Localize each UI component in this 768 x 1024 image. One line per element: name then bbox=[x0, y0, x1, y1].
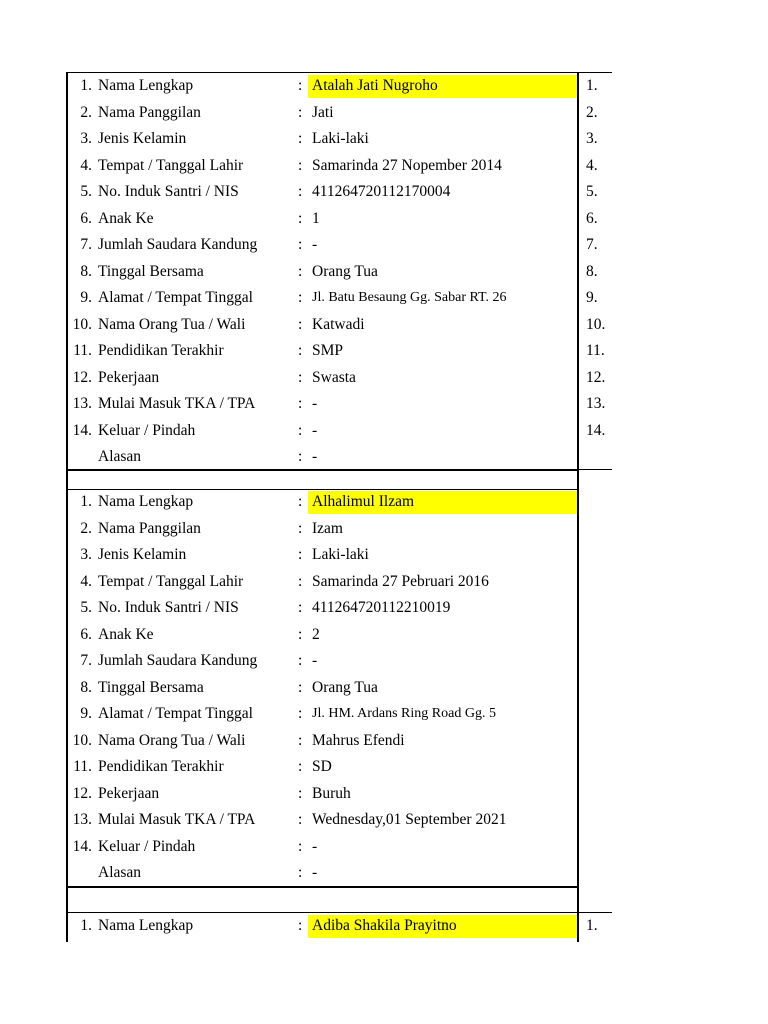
field-label: Nama Lengkap bbox=[98, 493, 194, 510]
field-number: 7. bbox=[80, 236, 92, 253]
right-column-number: 8. bbox=[586, 262, 598, 280]
field-number: 6. bbox=[80, 209, 92, 227]
field-value: 411264720112170004 bbox=[312, 183, 451, 200]
field-value: Jl. HM. Ardans Ring Road Gg. 5 bbox=[312, 706, 496, 721]
field-label: Pekerjaan bbox=[98, 368, 160, 386]
right-column-number: 5. bbox=[586, 183, 598, 200]
field-row bbox=[68, 834, 578, 861]
field-value: - bbox=[312, 652, 318, 669]
field-row bbox=[68, 126, 578, 153]
field-label: Jenis Kelamin bbox=[98, 546, 187, 563]
right-column-number: 3. bbox=[586, 130, 598, 147]
field-value: - bbox=[312, 236, 318, 253]
field-number: 9. bbox=[80, 705, 92, 722]
field-label: Alamat / Tempat Tinggal bbox=[98, 289, 253, 306]
field-value: 2 bbox=[312, 625, 320, 643]
field-number: 11. bbox=[73, 758, 92, 775]
field-value: Atalah Jati Nugroho bbox=[312, 77, 438, 94]
right-divider-1 bbox=[579, 469, 612, 470]
field-label: Alamat / Tempat Tinggal bbox=[98, 705, 253, 722]
field-number: 4. bbox=[80, 156, 92, 174]
right-column-number: 9. bbox=[586, 289, 598, 306]
field-colon: : bbox=[298, 784, 303, 802]
field-value: Orang Tua bbox=[312, 678, 378, 696]
field-row bbox=[68, 179, 578, 206]
field-number: 2. bbox=[80, 519, 92, 537]
field-colon: : bbox=[298, 652, 303, 669]
right-column-number: 10. bbox=[586, 315, 606, 333]
field-number: 10. bbox=[72, 315, 92, 333]
field-label: Jenis Kelamin bbox=[98, 130, 187, 147]
field-number: 13. bbox=[72, 811, 92, 828]
field-colon: : bbox=[298, 811, 303, 828]
field-colon: : bbox=[298, 519, 303, 537]
field-colon: : bbox=[298, 130, 303, 147]
field-number: 10. bbox=[72, 731, 92, 749]
field-row bbox=[68, 622, 578, 649]
right-column-number: 11. bbox=[586, 342, 605, 359]
field-label: Pendidikan Terakhir bbox=[98, 758, 224, 775]
field-value: - bbox=[312, 448, 318, 465]
field-label: Nama Orang Tua / Wali bbox=[98, 315, 246, 333]
field-colon: : bbox=[298, 315, 303, 333]
field-value: Izam bbox=[312, 519, 343, 537]
field-number: 11. bbox=[73, 342, 92, 359]
field-value: Wednesday,01 September 2021 bbox=[312, 811, 507, 828]
field-value: 411264720112210019 bbox=[312, 599, 451, 616]
field-number: 14. bbox=[72, 421, 92, 439]
field-value: SMP bbox=[312, 342, 344, 359]
right-column-number: 13. bbox=[586, 395, 606, 412]
field-label: Tinggal Bersama bbox=[98, 678, 204, 696]
field-label: Nama Lengkap bbox=[98, 917, 194, 934]
field-number: 1. bbox=[80, 77, 92, 94]
field-row bbox=[68, 516, 578, 543]
field-colon: : bbox=[298, 342, 303, 359]
field-value: - bbox=[312, 837, 318, 855]
field-value: Orang Tua bbox=[312, 262, 378, 280]
field-value: 1 bbox=[312, 209, 320, 227]
field-colon: : bbox=[298, 183, 303, 200]
field-colon: : bbox=[298, 546, 303, 563]
field-number: 7. bbox=[80, 652, 92, 669]
field-value: Laki-laki bbox=[312, 546, 369, 563]
field-row bbox=[68, 444, 578, 471]
field-label: Alasan bbox=[98, 448, 142, 465]
right-column-number: 7. bbox=[586, 236, 598, 253]
field-row bbox=[68, 338, 578, 365]
field-colon: : bbox=[298, 368, 303, 386]
field-row bbox=[68, 542, 578, 569]
field-value: - bbox=[312, 421, 318, 439]
field-label: Keluar / Pindah bbox=[98, 837, 196, 855]
field-label: Mulai Masuk TKA / TPA bbox=[98, 395, 256, 412]
field-colon: : bbox=[298, 625, 303, 643]
field-value: Adiba Shakila Prayitno bbox=[312, 917, 457, 934]
field-colon: : bbox=[298, 493, 303, 510]
field-value: Samarinda 27 Nopember 2014 bbox=[312, 156, 502, 174]
right-column-number: 4. bbox=[586, 156, 598, 174]
field-value: Swasta bbox=[312, 368, 356, 386]
right-column-number: 2. bbox=[586, 103, 598, 121]
field-row bbox=[68, 489, 578, 516]
field-row bbox=[68, 569, 578, 596]
field-label: Tinggal Bersama bbox=[98, 262, 204, 280]
field-colon: : bbox=[298, 599, 303, 616]
field-value: Samarinda 27 Pebruari 2016 bbox=[312, 572, 489, 590]
field-label: Tempat / Tanggal Lahir bbox=[98, 572, 244, 590]
field-colon: : bbox=[298, 421, 303, 439]
field-colon: : bbox=[298, 103, 303, 121]
field-value: SD bbox=[312, 758, 332, 775]
field-number: 12. bbox=[72, 368, 92, 386]
field-row bbox=[68, 701, 578, 728]
field-colon: : bbox=[298, 758, 303, 775]
right-column-number: 1. bbox=[586, 77, 598, 94]
field-colon: : bbox=[298, 156, 303, 174]
field-number: 1. bbox=[80, 917, 92, 934]
field-row bbox=[68, 418, 578, 445]
field-label: Nama Panggilan bbox=[98, 519, 201, 537]
field-value: - bbox=[312, 864, 318, 881]
field-label: Nama Panggilan bbox=[98, 103, 201, 121]
field-number: 2. bbox=[80, 103, 92, 121]
field-number: 4. bbox=[80, 572, 92, 590]
field-row bbox=[68, 728, 578, 755]
field-row bbox=[68, 153, 578, 180]
field-value: Jati bbox=[312, 103, 334, 121]
field-colon: : bbox=[298, 448, 303, 465]
field-colon: : bbox=[298, 731, 303, 749]
field-colon: : bbox=[298, 77, 303, 94]
field-label: Mulai Masuk TKA / TPA bbox=[98, 811, 256, 828]
field-colon: : bbox=[298, 864, 303, 881]
right-column-number: 1. bbox=[586, 917, 598, 934]
field-number: 9. bbox=[80, 289, 92, 306]
field-row bbox=[68, 675, 578, 702]
field-label: No. Induk Santri / NIS bbox=[98, 599, 239, 616]
right-column-number: 12. bbox=[586, 368, 606, 386]
field-colon: : bbox=[298, 837, 303, 855]
field-row bbox=[68, 595, 578, 622]
field-label: No. Induk Santri / NIS bbox=[98, 183, 239, 200]
field-row bbox=[68, 100, 578, 127]
field-colon: : bbox=[298, 572, 303, 590]
field-number: 1. bbox=[80, 493, 92, 510]
student-record-3 bbox=[68, 913, 578, 940]
field-row bbox=[68, 391, 578, 418]
field-row bbox=[68, 259, 578, 286]
field-value: Katwadi bbox=[312, 315, 365, 333]
field-number: 3. bbox=[80, 546, 92, 563]
student-record-2 bbox=[68, 489, 578, 887]
field-value: Buruh bbox=[312, 784, 351, 802]
field-row bbox=[68, 860, 578, 887]
field-label: Pendidikan Terakhir bbox=[98, 342, 224, 359]
field-number: 5. bbox=[80, 599, 92, 616]
field-colon: : bbox=[298, 289, 303, 306]
field-label: Jumlah Saudara Kandung bbox=[98, 236, 258, 253]
field-row bbox=[68, 365, 578, 392]
field-label: Anak Ke bbox=[98, 625, 154, 643]
field-row bbox=[68, 312, 578, 339]
field-row bbox=[68, 913, 578, 940]
field-value: Jl. Batu Besaung Gg. Sabar RT. 26 bbox=[312, 290, 507, 305]
field-value: Alhalimul Ilzam bbox=[312, 493, 415, 510]
field-colon: : bbox=[298, 262, 303, 280]
field-row bbox=[68, 754, 578, 781]
field-row bbox=[68, 285, 578, 312]
field-number: 8. bbox=[80, 262, 92, 280]
field-label: Pekerjaan bbox=[98, 784, 160, 802]
field-row bbox=[68, 807, 578, 834]
field-number: 6. bbox=[80, 625, 92, 643]
field-row bbox=[68, 232, 578, 259]
field-number: 14. bbox=[72, 837, 92, 855]
field-number: 3. bbox=[80, 130, 92, 147]
field-number: 12. bbox=[72, 784, 92, 802]
right-column-number: 14. bbox=[586, 421, 606, 439]
field-row bbox=[68, 648, 578, 675]
field-number: 5. bbox=[80, 183, 92, 200]
field-colon: : bbox=[298, 236, 303, 253]
field-colon: : bbox=[298, 917, 303, 934]
field-row bbox=[68, 206, 578, 233]
field-colon: : bbox=[298, 395, 303, 412]
field-label: Jumlah Saudara Kandung bbox=[98, 652, 258, 669]
field-number: 13. bbox=[72, 395, 92, 412]
field-colon: : bbox=[298, 209, 303, 227]
field-number: 8. bbox=[80, 678, 92, 696]
student-record-1 bbox=[68, 73, 578, 471]
field-colon: : bbox=[298, 705, 303, 722]
right-column-number: 6. bbox=[586, 209, 598, 227]
field-row bbox=[68, 73, 578, 100]
field-row bbox=[68, 781, 578, 808]
field-value: Laki-laki bbox=[312, 130, 369, 147]
field-colon: : bbox=[298, 678, 303, 696]
field-label: Keluar / Pindah bbox=[98, 421, 196, 439]
field-value: Mahrus Efendi bbox=[312, 731, 405, 749]
field-label: Nama Lengkap bbox=[98, 77, 194, 94]
field-label: Nama Orang Tua / Wali bbox=[98, 731, 246, 749]
field-label: Tempat / Tanggal Lahir bbox=[98, 156, 244, 174]
field-value: - bbox=[312, 395, 318, 412]
field-label: Anak Ke bbox=[98, 209, 154, 227]
field-label: Alasan bbox=[98, 864, 142, 881]
